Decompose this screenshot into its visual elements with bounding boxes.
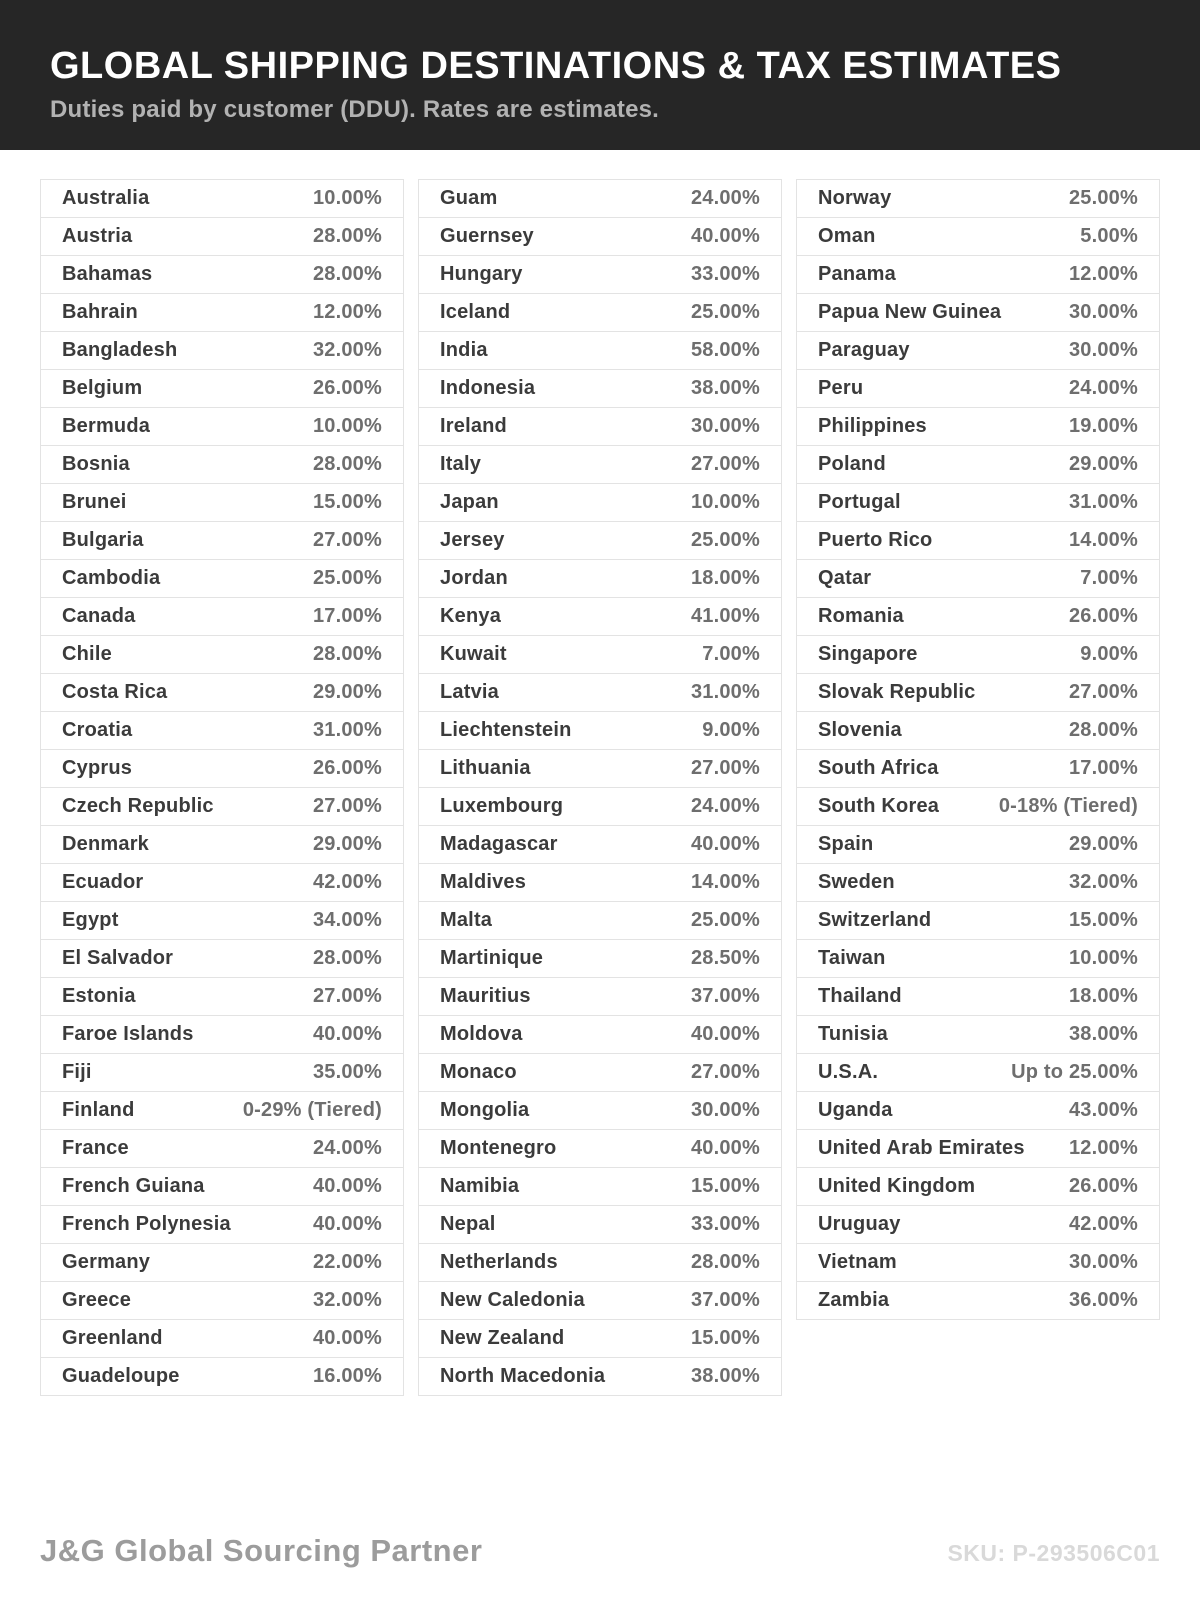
- table-row: [796, 331, 1160, 370]
- table-row: [40, 1205, 404, 1244]
- country-name: Spain: [818, 833, 874, 855]
- country-name: Uganda: [818, 1099, 893, 1121]
- table-row: [418, 863, 782, 902]
- country-name: Slovenia: [818, 719, 902, 741]
- tax-rate: 15.00%: [690, 1327, 760, 1349]
- tax-rate: 35.00%: [312, 1061, 382, 1083]
- table-row: [40, 1015, 404, 1054]
- table-row: [40, 787, 404, 826]
- country-name: Tunisia: [818, 1023, 888, 1045]
- table-row: [796, 1129, 1160, 1168]
- country-name: Singapore: [818, 643, 918, 665]
- page-title: GLOBAL SHIPPING DESTINATIONS & TAX ESTIMATES: [50, 45, 1062, 88]
- country-name: Poland: [818, 453, 886, 475]
- tax-rate: 12.00%: [312, 301, 382, 323]
- country-name: North Macedonia: [440, 1365, 606, 1387]
- tax-rate: 43.00%: [1068, 1099, 1138, 1121]
- table-row: [40, 977, 404, 1016]
- country-name: Guernsey: [440, 225, 534, 247]
- table-row: [796, 635, 1160, 674]
- tax-rate: 38.00%: [1068, 1023, 1138, 1045]
- country-name: Malta: [440, 909, 493, 931]
- tax-rate: 33.00%: [690, 263, 760, 285]
- tax-rate: 17.00%: [1068, 757, 1138, 779]
- tax-rate: 7.00%: [1080, 567, 1138, 589]
- table-row: [796, 1243, 1160, 1282]
- table-row: [40, 673, 404, 712]
- tax-rate: 17.00%: [312, 605, 382, 627]
- tax-rate: 25.00%: [690, 909, 760, 931]
- table-row: [796, 977, 1160, 1016]
- table-row: [796, 483, 1160, 522]
- tax-rate: 40.00%: [690, 1023, 760, 1045]
- tax-rate: 37.00%: [690, 985, 760, 1007]
- table-row: [796, 749, 1160, 788]
- tax-rate: 28.00%: [690, 1251, 760, 1273]
- country-name: Japan: [440, 491, 499, 513]
- country-name: France: [62, 1137, 129, 1159]
- table-row: [418, 787, 782, 826]
- table-row: [40, 559, 404, 598]
- country-name: Bulgaria: [62, 529, 144, 551]
- tax-rate: 12.00%: [1068, 1137, 1138, 1159]
- country-name: Czech Republic: [62, 795, 214, 817]
- country-name: French Polynesia: [62, 1213, 231, 1235]
- tax-rate: 31.00%: [312, 719, 382, 741]
- tax-rate: 40.00%: [690, 833, 760, 855]
- tax-rate: 28.00%: [312, 947, 382, 969]
- table-row: [796, 825, 1160, 864]
- tax-rate: 30.00%: [1068, 301, 1138, 323]
- tax-rate: 25.00%: [312, 567, 382, 589]
- tax-rate: 27.00%: [312, 529, 382, 551]
- country-name: Guam: [440, 187, 498, 209]
- table-row: [796, 407, 1160, 446]
- tax-rate: 33.00%: [690, 1213, 760, 1235]
- table-row: [40, 863, 404, 902]
- country-name: Jersey: [440, 529, 505, 551]
- country-name: Mauritius: [440, 985, 531, 1007]
- table-row: [796, 673, 1160, 712]
- tax-rate: 37.00%: [690, 1289, 760, 1311]
- country-name: Ireland: [440, 415, 507, 437]
- table-row: [418, 559, 782, 598]
- country-name: Mongolia: [440, 1099, 530, 1121]
- tax-rate: 10.00%: [312, 415, 382, 437]
- table-row: [40, 331, 404, 370]
- table-row: [796, 901, 1160, 940]
- country-name: Lithuania: [440, 757, 531, 779]
- tax-rate: 29.00%: [1068, 833, 1138, 855]
- tax-rate: 30.00%: [690, 1099, 760, 1121]
- country-name: United Arab Emirates: [818, 1137, 1025, 1159]
- tax-rate: 58.00%: [690, 339, 760, 361]
- tax-rate: 24.00%: [312, 1137, 382, 1159]
- table-row: [796, 1205, 1160, 1244]
- table-row: [418, 901, 782, 940]
- table-row: [418, 597, 782, 636]
- table-row: [418, 255, 782, 294]
- tax-rate: 10.00%: [690, 491, 760, 513]
- table-row: [40, 1129, 404, 1168]
- table-row: [796, 559, 1160, 598]
- table-row: [40, 1243, 404, 1282]
- tax-rate: 9.00%: [1080, 643, 1138, 665]
- table-row: [40, 179, 404, 218]
- table-row: [418, 445, 782, 484]
- table-row: [40, 255, 404, 294]
- tax-rate: 14.00%: [1068, 529, 1138, 551]
- tax-rate: 28.00%: [312, 263, 382, 285]
- tax-rate: 31.00%: [690, 681, 760, 703]
- tax-rate: 31.00%: [1068, 491, 1138, 513]
- country-name: Oman: [818, 225, 876, 247]
- table-row: [796, 445, 1160, 484]
- table-row: [418, 179, 782, 218]
- tax-rate: 40.00%: [312, 1023, 382, 1045]
- country-name: Denmark: [62, 833, 149, 855]
- table-row: [796, 863, 1160, 902]
- tax-rate: 30.00%: [690, 415, 760, 437]
- country-name: Sweden: [818, 871, 895, 893]
- country-name: Germany: [62, 1251, 151, 1273]
- table-row: [418, 1281, 782, 1320]
- table-row: [418, 1129, 782, 1168]
- country-name: Italy: [440, 453, 482, 475]
- tax-rate: 28.00%: [1068, 719, 1138, 741]
- tax-rate: 28.00%: [312, 225, 382, 247]
- country-name: Latvia: [440, 681, 500, 703]
- country-name: Maldives: [440, 871, 527, 893]
- tax-rate: 40.00%: [690, 225, 760, 247]
- table-row: [418, 369, 782, 408]
- country-name: Fiji: [62, 1061, 92, 1083]
- tax-rate: 5.00%: [1080, 225, 1138, 247]
- tax-rate: 27.00%: [690, 757, 760, 779]
- country-name: Bosnia: [62, 453, 130, 475]
- table-row: [418, 749, 782, 788]
- country-name: Austria: [62, 225, 133, 247]
- country-name: Norway: [818, 187, 892, 209]
- tax-rate: 40.00%: [312, 1175, 382, 1197]
- tax-rate: 27.00%: [690, 453, 760, 475]
- tax-rate: 34.00%: [312, 909, 382, 931]
- tax-rate: 38.00%: [690, 377, 760, 399]
- tax-rate: 22.00%: [312, 1251, 382, 1273]
- tax-rate: 28.50%: [690, 947, 760, 969]
- table-row: [418, 673, 782, 712]
- tax-rate-table: [40, 179, 1160, 1396]
- country-name: Guadeloupe: [62, 1365, 180, 1387]
- tax-rate: 40.00%: [690, 1137, 760, 1159]
- table-row: [796, 1015, 1160, 1054]
- tax-rate: 26.00%: [1068, 1175, 1138, 1197]
- country-name: Faroe Islands: [62, 1023, 194, 1045]
- table-row: [418, 331, 782, 370]
- table-column-3: [796, 179, 1160, 1320]
- table-row: [40, 1167, 404, 1206]
- tax-rate: 25.00%: [690, 529, 760, 551]
- tax-rate: 25.00%: [1068, 187, 1138, 209]
- table-row: [40, 901, 404, 940]
- tax-rate: 10.00%: [312, 187, 382, 209]
- tax-rate: 7.00%: [702, 643, 760, 665]
- table-row: [796, 369, 1160, 408]
- country-name: New Caledonia: [440, 1289, 585, 1311]
- country-name: Thailand: [818, 985, 902, 1007]
- table-row: [40, 1319, 404, 1358]
- country-name: Uruguay: [818, 1213, 901, 1235]
- tax-rate: 27.00%: [312, 985, 382, 1007]
- country-name: Panama: [818, 263, 896, 285]
- tax-rate: 29.00%: [1068, 453, 1138, 475]
- country-name: Croatia: [62, 719, 133, 741]
- tax-rate: 25.00%: [690, 301, 760, 323]
- tax-rate: 15.00%: [690, 1175, 760, 1197]
- tax-rate: 26.00%: [312, 377, 382, 399]
- tax-rate: 18.00%: [1068, 985, 1138, 1007]
- table-row: [796, 787, 1160, 826]
- table-row: [40, 369, 404, 408]
- country-name: Egypt: [62, 909, 119, 931]
- country-name: U.S.A.: [818, 1061, 879, 1083]
- country-name: Chile: [62, 643, 112, 665]
- country-name: Indonesia: [440, 377, 536, 399]
- table-row: [418, 1167, 782, 1206]
- table-row: [796, 597, 1160, 636]
- table-row: [418, 1205, 782, 1244]
- tax-rate: 19.00%: [1068, 415, 1138, 437]
- page-subtitle: Duties paid by customer (DDU). Rates are estimates.: [50, 95, 660, 123]
- table-row: [418, 635, 782, 674]
- table-row: [796, 1281, 1160, 1320]
- table-row: [418, 977, 782, 1016]
- country-name: Bahrain: [62, 301, 138, 323]
- country-name: Puerto Rico: [818, 529, 933, 551]
- country-name: Greenland: [62, 1327, 163, 1349]
- table-row: [796, 711, 1160, 750]
- country-name: Canada: [62, 605, 136, 627]
- table-row: [40, 445, 404, 484]
- table-row: [40, 1091, 404, 1130]
- table-row: [418, 1357, 782, 1396]
- table-row: [418, 1053, 782, 1092]
- table-row: [418, 217, 782, 256]
- table-row: [796, 939, 1160, 978]
- tax-rate: 24.00%: [690, 187, 760, 209]
- table-row: [796, 521, 1160, 560]
- tax-rate: 38.00%: [690, 1365, 760, 1387]
- tax-rate: 0-18% (Tiered): [998, 795, 1138, 817]
- table-row: [40, 749, 404, 788]
- table-row: [418, 1243, 782, 1282]
- tax-rate: 9.00%: [702, 719, 760, 741]
- country-name: South Africa: [818, 757, 939, 779]
- page-footer: [40, 1533, 1160, 1569]
- table-row: [418, 825, 782, 864]
- table-row: [40, 521, 404, 560]
- table-row: [796, 293, 1160, 332]
- country-name: Romania: [818, 605, 904, 627]
- tax-rate: 40.00%: [312, 1327, 382, 1349]
- tax-rate: 30.00%: [1068, 339, 1138, 361]
- tax-rate: 24.00%: [690, 795, 760, 817]
- tax-rate: 28.00%: [312, 453, 382, 475]
- table-column-2: [418, 179, 782, 1396]
- country-name: Taiwan: [818, 947, 886, 969]
- country-name: Luxembourg: [440, 795, 564, 817]
- country-name: Ecuador: [62, 871, 144, 893]
- tax-rate: Up to 25.00%: [1011, 1061, 1138, 1083]
- country-name: Bahamas: [62, 263, 153, 285]
- tax-rate: 30.00%: [1068, 1251, 1138, 1273]
- table-row: [40, 217, 404, 256]
- country-name: Portugal: [818, 491, 901, 513]
- country-name: Cyprus: [62, 757, 133, 779]
- country-name: Australia: [62, 187, 150, 209]
- country-name: Moldova: [440, 1023, 523, 1045]
- sku-label: SKU: P-293506C01: [947, 1540, 1160, 1566]
- tax-rate: 27.00%: [312, 795, 382, 817]
- country-name: Peru: [818, 377, 864, 399]
- tax-rate: 42.00%: [312, 871, 382, 893]
- country-name: South Korea: [818, 795, 940, 817]
- table-row: [796, 1167, 1160, 1206]
- tax-rate: 28.00%: [312, 643, 382, 665]
- country-name: Namibia: [440, 1175, 520, 1197]
- country-name: Philippines: [818, 415, 927, 437]
- country-name: Zambia: [818, 1289, 890, 1311]
- country-name: Switzerland: [818, 909, 932, 931]
- tax-rate: 14.00%: [690, 871, 760, 893]
- country-name: Cambodia: [62, 567, 161, 589]
- table-row: [40, 407, 404, 446]
- country-name: Belgium: [62, 377, 143, 399]
- country-name: United Kingdom: [818, 1175, 976, 1197]
- tax-rate: 32.00%: [312, 1289, 382, 1311]
- tax-rate: 29.00%: [312, 833, 382, 855]
- country-name: French Guiana: [62, 1175, 205, 1197]
- tax-rate: 32.00%: [1068, 871, 1138, 893]
- country-name: Bermuda: [62, 415, 151, 437]
- tax-rate: 27.00%: [1068, 681, 1138, 703]
- tax-rate: 15.00%: [312, 491, 382, 513]
- table-row: [418, 407, 782, 446]
- country-name: Brunei: [62, 491, 127, 513]
- country-name: Netherlands: [440, 1251, 558, 1273]
- table-row: [796, 255, 1160, 294]
- country-name: Greece: [62, 1289, 132, 1311]
- table-row: [40, 1281, 404, 1320]
- country-name: Martinique: [440, 947, 544, 969]
- table-row: [418, 1015, 782, 1054]
- tax-rate: 32.00%: [312, 339, 382, 361]
- page-header: [0, 0, 1200, 150]
- country-name: El Salvador: [62, 947, 174, 969]
- table-row: [796, 1091, 1160, 1130]
- tax-rate: 26.00%: [312, 757, 382, 779]
- table-row: [796, 179, 1160, 218]
- tax-rate: 10.00%: [1068, 947, 1138, 969]
- country-name: Montenegro: [440, 1137, 557, 1159]
- table-row: [418, 293, 782, 332]
- country-name: Nepal: [440, 1213, 496, 1235]
- country-name: Qatar: [818, 567, 872, 589]
- table-row: [418, 521, 782, 560]
- table-row: [418, 1319, 782, 1358]
- tax-rate: 27.00%: [690, 1061, 760, 1083]
- tax-rate: 12.00%: [1068, 263, 1138, 285]
- table-row: [796, 217, 1160, 256]
- tax-rate: 15.00%: [1068, 909, 1138, 931]
- country-name: Finland: [62, 1099, 135, 1121]
- brand-name: J&G Global Sourcing Partner: [40, 1533, 483, 1568]
- tax-rate: 40.00%: [312, 1213, 382, 1235]
- table-row: [40, 597, 404, 636]
- country-name: Kuwait: [440, 643, 507, 665]
- country-name: India: [440, 339, 488, 361]
- country-name: Jordan: [440, 567, 508, 589]
- table-row: [40, 483, 404, 522]
- country-name: Madagascar: [440, 833, 558, 855]
- table-row: [418, 483, 782, 522]
- table-row: [418, 711, 782, 750]
- table-row: [40, 635, 404, 674]
- country-name: Hungary: [440, 263, 523, 285]
- table-row: [40, 1053, 404, 1092]
- country-name: Slovak Republic: [818, 681, 976, 703]
- tax-rate: 42.00%: [1068, 1213, 1138, 1235]
- table-row: [418, 1091, 782, 1130]
- country-name: Iceland: [440, 301, 511, 323]
- table-row: [40, 711, 404, 750]
- tax-rate: 26.00%: [1068, 605, 1138, 627]
- table-row: [40, 825, 404, 864]
- tax-rate: 24.00%: [1068, 377, 1138, 399]
- table-row: [40, 1357, 404, 1396]
- country-name: Liechtenstein: [440, 719, 572, 741]
- table-row: [40, 939, 404, 978]
- tax-rate: 29.00%: [312, 681, 382, 703]
- country-name: Paraguay: [818, 339, 910, 361]
- country-name: Bangladesh: [62, 339, 178, 361]
- tax-rate: 36.00%: [1068, 1289, 1138, 1311]
- country-name: Costa Rica: [62, 681, 168, 703]
- tax-rate: 16.00%: [312, 1365, 382, 1387]
- country-name: New Zealand: [440, 1327, 565, 1349]
- tax-rate: 0-29% (Tiered): [242, 1099, 382, 1121]
- country-name: Vietnam: [818, 1251, 897, 1273]
- country-name: Estonia: [62, 985, 136, 1007]
- table-column-1: [40, 179, 404, 1396]
- country-name: Kenya: [440, 605, 502, 627]
- table-row: [418, 939, 782, 978]
- country-name: Papua New Guinea: [818, 301, 1002, 323]
- country-name: Monaco: [440, 1061, 517, 1083]
- tax-rate: 41.00%: [690, 605, 760, 627]
- tax-rate: 18.00%: [690, 567, 760, 589]
- table-row: [40, 293, 404, 332]
- table-row: [796, 1053, 1160, 1092]
